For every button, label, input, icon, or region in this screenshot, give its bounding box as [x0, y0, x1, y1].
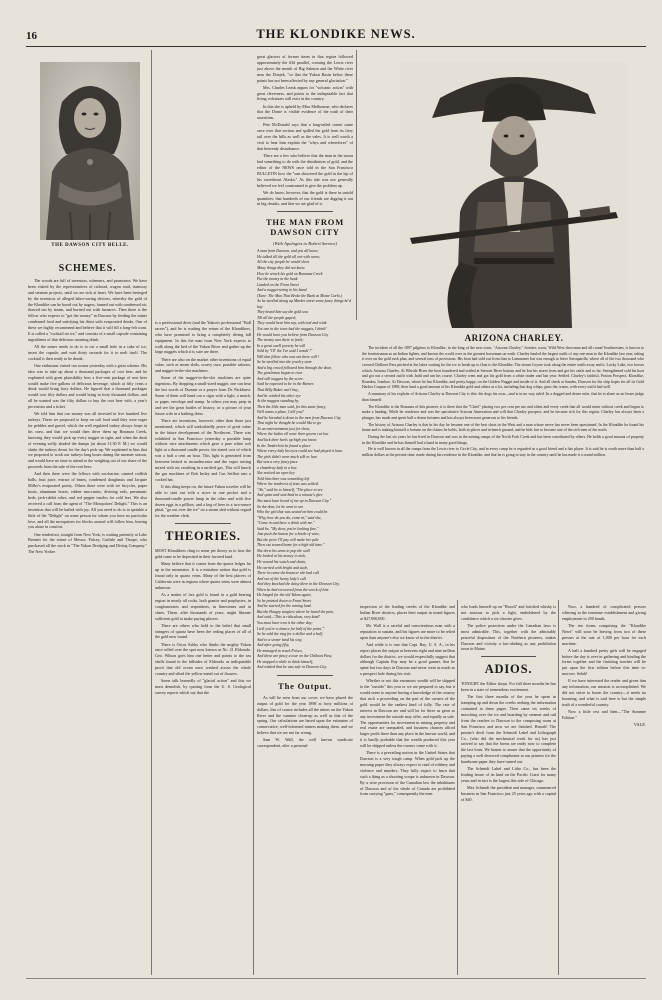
theories-continued: There are a few who believe that the man in the moon had something to do with the distribution of gold, and the editor of the NEWS once told in the San Francisco BULLETIN how the "sun showered the gold in the lap of his sweetheart Alaska." As this tale was not generally believed we feel constrained to give the problem up.	[257, 153, 353, 188]
poem-line: That night he thought he would like to go	[257, 421, 322, 426]
column-rule	[151, 50, 152, 975]
theories-paragraph: As a matter of fact gold is found in a gold bearing region in nearly all rocks, both granite and porphyries, in conglomerates and serpentines, in limestones and in slates. These, after thousands of years, might liberate sufficient gold to make paying placers.	[155, 591, 251, 621]
schemes-continued: There are inventions, however, other than those just mentioned, which will undoubtedly prove of great value in the future development of the Northwest. There was exhibited in San Francisco yesterday a portable lamp without wire attachments which gave a pure white soft light at a thousand candle power, the stated cost of which was a half a cent an hour. This light is generated from kerosene heated to incandescence and the vapor arising mixed with air, resulting in a rarified gas. This will knock the gas machines of Bob Insley and Gus Seilfert into a cocked hat.	[155, 417, 251, 482]
adios-paragraph: The ten forms comprising the "Klondike News" will soon be leaving from two of these presses at the rate of 1,000 per hour for each machine.	[562, 622, 646, 646]
output-continued: Mr. Wall is a careful and conscientious man with a reputation to sustain, and his figures are more to be relied upon than anyone's else we know of in the district.	[360, 622, 455, 640]
column-three	[257, 54, 353, 979]
poem-line: Then the little man said, for this same fancy,	[257, 404, 326, 409]
theories-continued: In this she is upheld by Miss Melbourne, who declares that the Dome is visible evidence of the truth of their assertions.	[257, 103, 353, 121]
poem-line: Will that fellow who was out there will !	[257, 354, 320, 359]
adios-paragraph: The first three months of the year he spent in tramping up and down the creeks seeking the information contained in these pages. Then came six weeks of mooching over the ice and boarding by steamer and rail from the reaches to Dawson to the composing room at San Francisco and now we are finished. Hurrah! The printer's devil from the Schmidt Label and Lithograph Co., (who did the mechanical work for us) has just arrived to say that the forms are ready now to complete the last form. We hasten to assure that the opportunity of paying a well deserved compliment to our printers for the handsome paper they have turned out.	[461, 694, 556, 765]
theories-heading: THEORIES.	[165, 529, 241, 544]
poem-line: And he breaded it down to the men from Dawson City.	[257, 415, 342, 420]
poem-line: Said he, "My dear, you're looking fine,"	[257, 526, 319, 531]
poem	[257, 249, 353, 671]
poem-line: Many things they did not know	[257, 266, 305, 270]
poem-line: "Ah," said he to himself, "The place to see	[257, 487, 323, 492]
theories-continued: Mrs. Charles Leask argues for "volcanic action" with great cleverness, and points to the indisputable fact that living volcanoes still exist in the country.	[257, 84, 353, 102]
poem-line: She noticed an open key	[257, 471, 295, 476]
poem-line: A man from Dawson, and you all know;	[257, 249, 319, 254]
poem-line: She drew his arms to pop the wall	[257, 548, 310, 553]
poem-line: And a big crowd followed him through the door,	[257, 365, 332, 370]
poem-line: And to a stoner land his way,	[257, 637, 303, 642]
adios-heading: ADIOS.	[484, 662, 533, 677]
poem-line: Sold by "Ol' the I've said I would !"	[257, 349, 313, 354]
column-two	[155, 320, 251, 980]
schemes-paragraph: We told him that our money was all invested in five hundred live turkeys. These we proposed to keep on soft food until they were eager for pebbles and gravel, which the well regulated turkey always loops in his craw, and that we would then drive them up Bonanza Creek, knowing they would pick up every nugget in sight, and when the dusk of evening softly shaded the dumps (at about 11:30 P. M.) we would shake the turkeys down for the day's pick-up. We explained to him that we proposed to work our turkeys long hours during the summer season, and would have no time to attend to the weighing out of our share of the proceeds from the sale of the root beer.	[28, 411, 147, 470]
poem-line: In the Tenderloin he found a place	[257, 443, 311, 448]
poem-line: "Why, how do you do, come in," said she,	[257, 515, 322, 520]
poem-line: But the Hungry tanglers where he heard the pain,	[257, 609, 335, 614]
poem-line: Not one in the town had the nuggets, I think!	[257, 327, 327, 332]
charley-caption: ARIZONA CHARLEY.	[464, 333, 564, 343]
poem-line: So he strolled into the jewelry store	[257, 360, 313, 365]
poem-line: "Come in and have a drink with me."	[257, 521, 315, 526]
poem-line: So the dear, lot he went to see	[257, 504, 304, 509]
theories-paragraph: Many believe that it comes from the quartz ledges far up in the mountains. It is a mistaken notion that gold is found only in quartz veins. Many of the best placers of California were in regions where quartz veins were almost unknown.	[155, 561, 251, 590]
poem-line: That Billy Baker can't buy,	[257, 388, 299, 393]
theories-continued: great glaciers of former times in that region followed approximately the 63d parallel, crossing the Lewis river just above the mouth of Big Salmon and the White river near the Donjek, "so that the Yukon Basin below these points has not been affected by any general glaciation."	[257, 54, 353, 83]
belle-caption: THE DAWSON CITY BELLE.	[51, 243, 129, 248]
page-header	[26, 27, 646, 50]
poem-line: Landed on the Front Street	[257, 282, 299, 287]
charley-paragraph: During the last six years he has lived in Dawson and was in the mining camps of the North Fork Creek and has been contributed by others. He holds a good amount of property in the Klondike and he has himself had a hand in many good things.	[362, 435, 644, 445]
poem-line: a chambray lady in a box	[257, 465, 297, 470]
poem-line: He carried with bright and stale,	[257, 565, 309, 570]
poem-line: To an entertainment just for show,	[257, 426, 310, 431]
column-five	[461, 604, 556, 979]
poem-line: And after going fifty,	[257, 643, 290, 648]
theories-continued: We do know, however, that the gold is there in untold quantities; that hundreds of our friends are digging it out in big chunks, and that we are glad of it.	[257, 189, 353, 207]
adios-paragraph: A half a hundred pretty girls will be engaged before the day is over in gathering and binding the forms together and the finishing touches will be put upon the first edition before this time to-morrow. Selah!	[562, 647, 646, 677]
poem-line: The gentleman began to roar	[257, 371, 303, 376]
poem-line: He stopped a while to think himself,	[257, 659, 313, 664]
adios-paragraph: TONIGHT the Editor shops. For full three months he has been in a state of tremendous excitement.	[461, 681, 556, 693]
poem-line: He wound his watch and chain,	[257, 559, 307, 564]
poem-line: Till all the people gaped;	[257, 315, 297, 320]
newspaper-title: THE KLONDIKE NEWS.	[256, 27, 416, 41]
schemes-continued: There are also on the market other inventions of equal value, such as steam sleds, scurvy cure, portable saloons, and nugget-in-the-slot machines.	[155, 356, 251, 374]
column-rule	[457, 600, 458, 975]
schemes-paragraph: One tenderfoot, straight from New York, is waiting patiently at Lake Bennett for the return of Messrs. Pulcey, Carlisle and Thorpe, who purchased all the stock in "The Yukon Dredging and Diving Company." The New Yorker	[28, 531, 147, 555]
poem-line: I tell you're a chance for half of the point.'"	[257, 626, 325, 631]
column-rule	[356, 50, 357, 320]
schemes-heading: SCHEMES.	[58, 263, 117, 274]
poem-line: And he winked his other eye	[257, 393, 301, 398]
output-paragraph: As will be seen from our cover, we have placed the output of gold for the year 1898 at forty millions of dollars, this of course includes all the mines on the Yukon River and the summer clean-up as well as that of the spring. Our calculations are based upon the estimates of conservative, well-informed miners making them, and we believe that we are not far wrong.	[257, 694, 353, 736]
section-divider	[277, 211, 333, 212]
poem-line: And wished that he was safe in Dawson City.	[257, 665, 327, 670]
charley-paragraph: A summary of his exploits of Arizona Charley at Dawson City is this: the dogs his own—and is in no way ruled. In a dogged and dense ruler, that he is alone as no lesser judge than himself.	[362, 392, 644, 402]
poem-line: And out of the heavy lady's call	[257, 576, 306, 581]
poem-line: How he struck his gold on Bonanza Creek	[257, 271, 323, 276]
adios-paragraph: Now, a hundred of complicated presses whirring in the immense establishment and giving employment to 250 hands.	[562, 604, 646, 621]
poem-line: Said he expected to be in the Beaver.	[257, 382, 315, 387]
section-divider	[175, 523, 231, 524]
poem-line: And spent and sent kind in a minute's glee	[257, 493, 323, 498]
charley-paragraph: The Klondike is the Bonanza of this pioneer; it is there that the "Chief" placing two per cent per mo and silent and every creek that all would mine without creek and began to make a landing. While he residence and was the speculative Arizona Annexation and will that Charley prospect, and he became rich for this region. Charley has always been a plunger, has made and spent half a dozen fortunes and has always been most generous to his friends.	[362, 404, 644, 420]
theories-paragraph: There are others who hold to the belief that small stringers of quartz have been the ceding places of all of the gold now found.	[155, 622, 251, 640]
column-rule	[558, 600, 559, 975]
arizona-charley-article	[362, 346, 644, 596]
theories-continued: Pete McDonald says that a long-tailed comet came once over that section and spilled the gold from its fiery tail over the hills as well as the vales. It is well worth a visit to hear him explain the "whys and wherefores" of that heavenly disturbance.	[257, 122, 353, 152]
poem-line: Where the ladies all wear their gowns cut low	[257, 432, 329, 437]
theories-paragraph: MOST Klondikers cling to some pet theory as to how the gold came to be deposited in their favored land.	[155, 548, 251, 560]
schemes-paragraph: The woods are full of inventors, schemers, and promoters. We have been visited by the representatives of railroad, wagon road, tramway and steamer projects, until we are sick at heart. We have been besieged by the inventors of alleged labor-saving devices, whereby the gold of the Klondike can be bored out by augers, fanned out with condensed air, thawed out by steam, and burned out with furnaces. Then there is the fellow who expects to "get the money" in Dawson by feeding the miner condensed food and satisfying his thirst with evaporated drinks. One of these we highly recommend and believe that it will fill a long-felt want. It is called a "cocktail on ice," and consists of a small capsule containing ingredients of that delicious morning drink.	[28, 278, 147, 342]
poem-line: He managed to reach Frisco,	[257, 648, 303, 653]
poem-line: And still nuggets by the score.	[257, 376, 304, 381]
poem-line: Where the tenderest of tests was settled.	[257, 482, 319, 487]
schemes-continued: is a professional diver (and the Yukon's professional "Bull racers"), and he is waiting the return of the Klondikers, who have promised to bring a completely diving fall equipment. In this the man from New York expects to walk along the bed of the Yukon River and gather up the large nuggets which it is sure are there.	[155, 320, 251, 355]
poem-line: They heard him say the gold was	[257, 310, 309, 315]
schemes-article	[28, 258, 147, 978]
poem-line: And said—'This is ridiculous, very kind!	[257, 615, 320, 620]
adios-paragraph: Now a little rest and then—"The Summer Edition."	[562, 709, 646, 720]
poem-line: But the price I'll pay will make her pale	[257, 537, 319, 542]
poem-line: Well wants a place, I tell you?	[257, 410, 304, 415]
output-continued: There is a prevailing notion in the United States that Dawson is a very tough camp. When gold pick up the morning paper they always expect to read of robbery and violence and murders. They fully expect to learn that such a thing as a shooting scrape is unknown in Dawson. By a wise provision of the Canadian law the inhabitants of Dawson and of the whole of Canada are prohibited from carrying "guns," consequently the men	[360, 750, 455, 797]
poem-line: Just push the button for a bottle of wine,	[257, 532, 320, 537]
police-paragraph: who loads himself up on "Hooch" and fortified whisky is not anxious to pick a fight, emboldened by the confidence which a six-shooter gives.	[461, 604, 556, 621]
adios-paragraph: If we have interested the reader and given him any information, our mission is accomplished. We did not strive to boom the country—it needs no booming, and what is said here is but the simple truth of a wonderful country.	[562, 678, 646, 707]
poem-line: At the nuggets standing by.	[257, 399, 300, 404]
poem-line: And these are fancy a tour on the Chilkoot Pass,	[257, 654, 333, 659]
column-six	[562, 604, 646, 979]
section-divider	[481, 656, 536, 657]
output-continued: inspection of the leading creeks of the Klondike and Indian River districts, places their output in round figures at $27,000,000.	[360, 604, 455, 621]
poem-line: And he started for the mining land.	[257, 604, 312, 609]
column-four	[360, 604, 455, 979]
man-from-dawson-heading: THE MAN FROM DAWSON CITY	[265, 217, 345, 238]
schemes-paragraph: One enthusiast visited our rooms yesterday with a great scheme. His idea was to take up about a thousand packages of root beer, and he explained with great plausibility how a five-cent package of root beer would make five gallons of delicious beverage, which at fifty cents a drink would bring forty dollars. He figured that a thousand packages would cost fifty dollars and would bring in forty thousand dollars, and all he wanted was the fifty dollars to buy the root beer with, a year's provisions and a ticket.	[28, 362, 147, 410]
poem-line: He longed for the old Yukon again,	[257, 593, 312, 598]
poem-line: Where every lady his eyes could see had played it base.	[257, 449, 344, 454]
man-from-dawson-subtitle: (With Apologies to Robert Service)	[273, 241, 337, 247]
poem-line: He looked at his money it cash,	[257, 554, 306, 559]
poem-line: The money was there to fetch;	[257, 338, 304, 343]
signature: VALE.	[633, 722, 646, 728]
poem-line: He would have you believe from Dawson City	[257, 332, 329, 337]
theories-paragraph: Some talk learnedly of "glacial action" and this we must demolish, by quoting from the U. S. Geological survey reports which say that the	[155, 678, 251, 695]
poem-line: They would hear him say, with nod and wink	[257, 321, 327, 326]
header-rule	[26, 46, 646, 47]
poem-line: Who the girl that was seated on him could be.	[257, 510, 329, 515]
poem-line: And they knocked the daisy there in the Dawson City.	[257, 582, 340, 587]
column-rule	[253, 320, 254, 975]
charley-paragraph: The incident of all the 1897 pilgrims to Klondike, in the king of the new town, "Arizona Charley," frontier, scout, Wild West showman and all round Southwesten, is known to the frontiersman as an Indian fighter, and known the world over as the greatest horseman on earth. Charley hauled the largest outfit of any one man to the Klondike last year, taking it over on the gold rush plan, and several tons of provisions. His boat had sold out from him to Lamasaner but was enough to leave Sarsaparilla, where all of the two thousand who crossed Chilkoot Pass pitched at the lakes waiting for the ice to break up to float to the Klondike. The steam Coyote took along the entire outfit away and it. Lucky Lake, two horses which. Arizona Charley. At Whistle River the boat foundered and settled at Stewart River bottom and he lost his stores from and got his cattle and so far. Strengthened sold his boat and got out a second outfit with Judd and ran his course. Charley went and got his gold from a white trader and last year. Settled. Charley's faithful, Paxton Prospect, Klondike, Brandon, Ivanhoe. At Dawson, where he has Klondike, and pretty happy, on the Golden Nugget and inside of it. And all sheds at Sandes, Dawson for the ship hopes for all its Gold Harbor Coupon of 1898, then fund a good amount of his Klondike gold and others at a lot, including that dog whips, guns the, trains, with every outfit had well.	[362, 346, 644, 390]
adios-paragraph: Max Schmidt the president and manager, commenced business in San Francisco just 25 years ago with a capital of $40.	[461, 785, 556, 802]
section-divider	[277, 675, 333, 676]
poem-line: But sets a very fancy pace.	[257, 460, 299, 465]
poem-line: And kick their heels up high you know.	[257, 437, 318, 442]
charley-paragraph: The history of Arizona Charley is that in his day he became one of the best shots in the West and a man whose nerve has never been questioned. In the Klondike he found his home and is making himself a fortune on the claims he holds, both in placer and in bench ground, and he bids fair to become one of the rich men of the north.	[362, 422, 644, 433]
poem-line: As he strolled along up Market street some fancy things he'd buy	[257, 299, 351, 309]
poem-line: Then--in came the bouncer she had call	[257, 571, 319, 576]
charley-paragraph: He is well known in all the camps from the Lewis river to Circle City, and in every camp he is regarded as a good friend and a fair player. It is said he is worth more than half a million dollars at the present time, made during his residence in the Klondike, and that he is going to stay in the country until he has made it a round million.	[362, 447, 644, 458]
output-paragraph: Sam W. Wall, the well known syndicate correspondent, after a personal	[257, 737, 353, 749]
page-number: 16	[26, 30, 37, 42]
police-paragraph: The police protection under the Canadian laws is most admirable. This, together with the admirably peaceful disposition of the Northern pioneers, makes Dawson and vicinity a law-abiding as any prohibition town in Maine.	[461, 622, 556, 652]
poem-line: Put the money in the bank	[257, 277, 298, 282]
theories-paragraph: There is Oscar Ashby who thinks the mighty Yukon once rolled over the spot now known as No. 21 Eldorado. Geo. Wilson goes him one better and points to the sea shells found in the hillsides of Eldorado as indisputable proof that old ocean once washed across the whole country and silted the yellow metal out of fissures.	[155, 641, 251, 676]
poem-line: (Tune: The Man That Broke the Bank at Monte Carlo.)	[257, 293, 343, 298]
poem-line: So he pointed down to Front Street	[257, 598, 312, 603]
dawson-city-belle-photo	[40, 62, 140, 240]
poem-line: And a nugget-string in his hand.	[257, 288, 308, 293]
poem-line: You must have won it the other day;	[257, 621, 313, 625]
arizona-charley-photo	[400, 62, 628, 328]
output-heading: The Output.	[278, 680, 332, 691]
poem-line: Then out toward home for a high old time."	[257, 543, 325, 548]
schemes-paragraph: And then there were the fellows with saccharine, canned codfish balls, fruit juice, extract of beans, condensed doughnuts and Jacquie Miller's evaporated poetry. Others there were with ice bicycles, paper boats, aluminum boxes, rubber moccasins, divining rods, pneumatic beds, jack-rabbit robes, and red pepper insoles for cold feet. We also received a call from the agent of "The Mosquitoes' Delight." This is an invention that will be hailed with joy. All you need to do is to sprinkle a little of the "Delight" on some person for whom you have no particular love, and all the mosquitoes for blocks around will follow him, leaving you alone in comfort.	[28, 471, 147, 530]
schemes-continued: Some of the nugget-in-the-slot machines are quite ingenious. By dropping a small-sized nugget, one can hear the last words of Durrant or a prayer from Dr. Parkhurst. Some of them will hand out a cigar with a light, a match, or paper, envelope and stamp. In others you may peep in and see the great battles of history, or a picture of your future wife in a bathing dress.	[155, 375, 251, 416]
adios-paragraph: The Schmidt Label and Litho Co., has been the leading house of its kind on the Pacific Coast for many years and in fact is the largest this side of Chicago.	[461, 766, 556, 784]
poem-line: When he had recovered from the wreck of him	[257, 587, 329, 592]
schemes-paragraph: All the miner needs to do is to cut a small hole in a cake of ice, insert the capsule, and wait thirty seconds for it to melt itself. The cocktail is then ready to be drunk.	[28, 344, 147, 361]
poem-line: The girls didn't wear much silk or lace	[257, 454, 318, 459]
poem-line: He talked till the gold all wet with snow;	[257, 254, 321, 259]
output-continued: Whether or not this enormous wealth will be shipped to the "outside" this year or we are prepared to say, but it would seem to anyone having a knowledge of the country that such a proceeding on the part of the owners of the gold would be the rankest kind of folly. The rate of interest in Dawson are and will be for three as great as any investment the outside may offer, and equally as safe. The opportunities for investment in mining property and real estate are unequaled, and business chances afford larger profit there than any place in the known world, and it is hardly probable that the wealth produced this year will be shipped unless the owners come with it.	[360, 678, 455, 749]
poem-line: In a great swell poverty he will	[257, 343, 306, 348]
poem-line: She must have heard of me up in Dawson City."	[257, 498, 332, 503]
output-continued: And while it is true that Capt. Ray, U. S. A., in his report places the output at between eight and nine million dollars for the district, we would respectfully suggest that although Captain Ray may be a good gunner, that he spent but two days in Dawson and never went as much as a prospect hole during his visit.	[360, 641, 455, 677]
footer-rule	[26, 978, 646, 979]
schemes-continued: If this thing keeps on, the future Yukon traveler will be able to start out with a stove in one pocket and a thousand-candle power lamp in the other and with five dozen eggs in a pillbox, and a keg of beer in a two-ounce phial, "go out over the ice" on a steam sled without regard for the weather clerk.	[155, 483, 251, 519]
poem-line: All the city people he would show	[257, 260, 310, 265]
poem-line: So he sold the ring for a dollar and a half,	[257, 632, 323, 637]
poem-line: Told him there was something left	[257, 476, 310, 481]
